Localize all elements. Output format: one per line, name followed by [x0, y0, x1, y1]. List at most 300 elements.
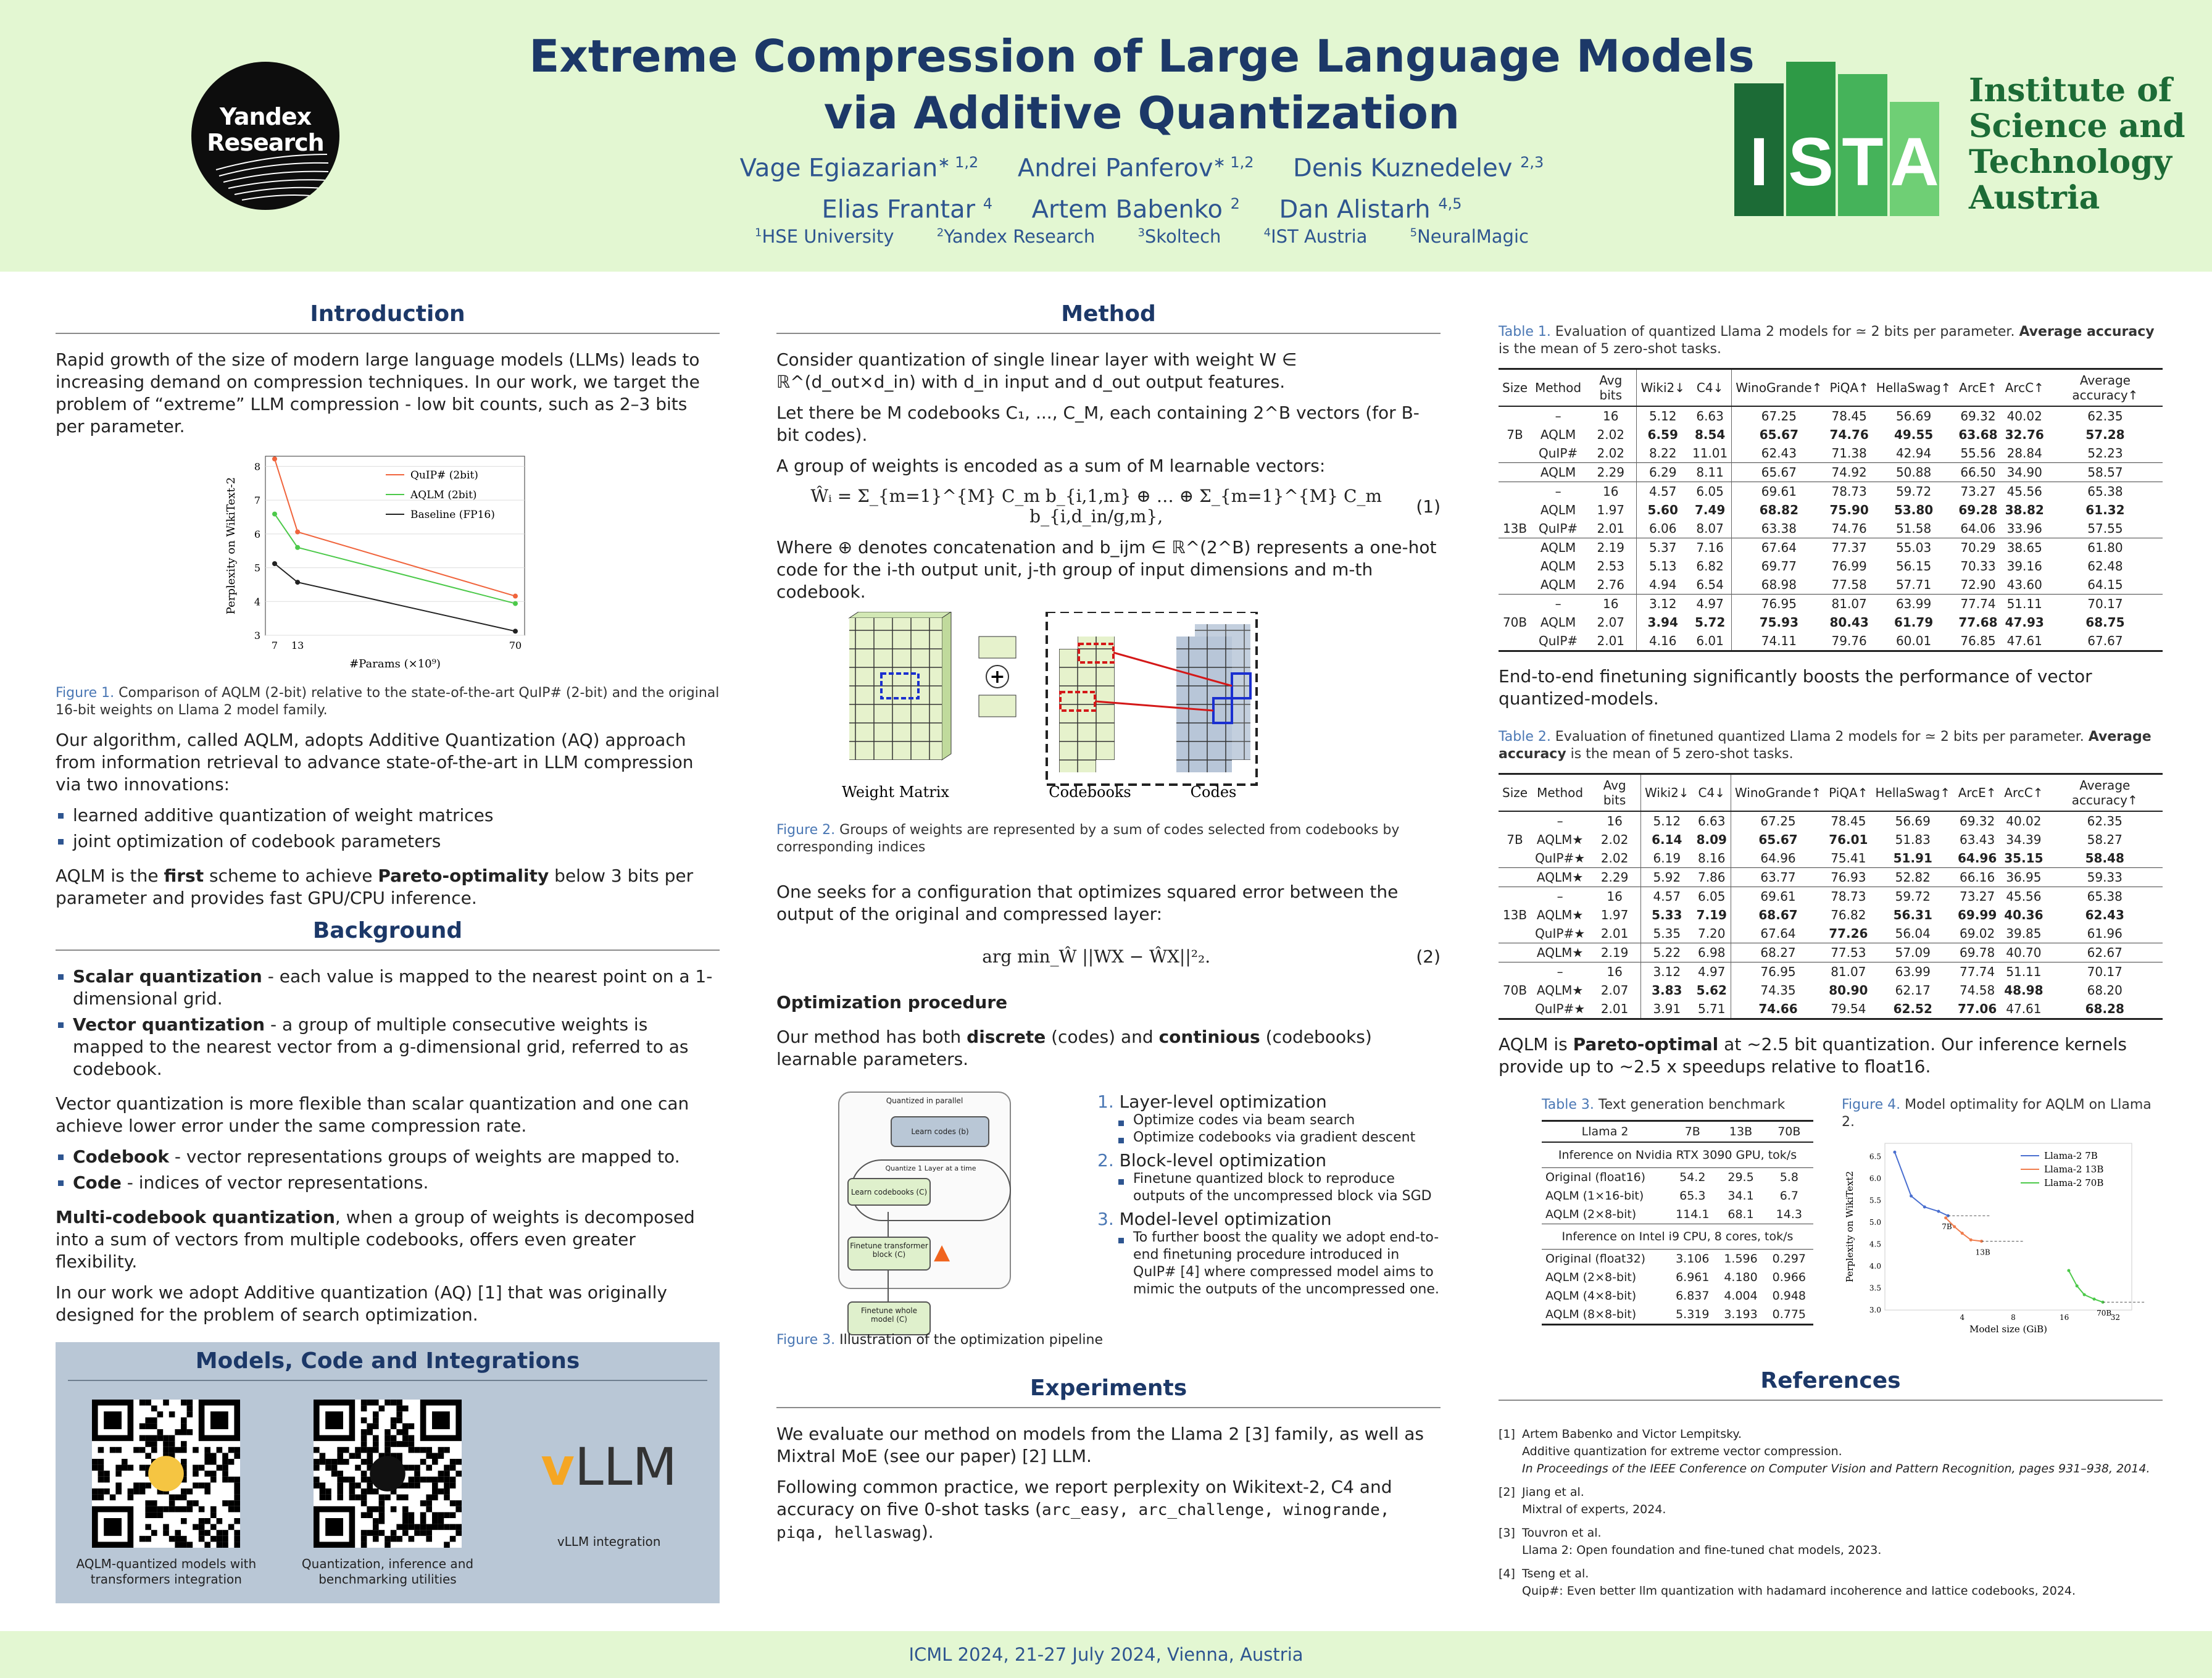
- table-cell: 8.16: [1697, 851, 1726, 866]
- ref-number: [3]: [1499, 1526, 1515, 1540]
- qr-module: [361, 1406, 367, 1412]
- qr-module: [235, 1506, 241, 1513]
- qr-module: [104, 1477, 110, 1483]
- table-cell: 64.96: [1731, 849, 1825, 868]
- column-header: Method: [1531, 774, 1589, 812]
- table-cell: 16: [1585, 482, 1637, 501]
- qr-module: [426, 1506, 432, 1513]
- qr-module: [223, 1453, 229, 1459]
- table-cell: 56.15: [1895, 559, 1932, 574]
- qr-code-icon[interactable]: [92, 1400, 240, 1548]
- affiliation-name: Skoltech: [1144, 226, 1221, 247]
- qr-module: [355, 1495, 361, 1501]
- qr-module: [355, 1465, 361, 1471]
- caption-text: Model optimality for AQLM on Llama 2.: [1842, 1097, 2152, 1130]
- qr-module: [379, 1500, 385, 1506]
- affiliation-sup: 4: [1263, 226, 1271, 240]
- column-header: WinoGrande↑: [1731, 774, 1825, 812]
- table-cell: 74.35: [1731, 981, 1825, 1000]
- svg-text:+: +: [989, 666, 1005, 688]
- table-cell: 5.12: [1637, 406, 1689, 425]
- poster-title: [469, 28, 1815, 141]
- table-cell: 8.22: [1637, 444, 1689, 463]
- finetuning-paragraph: End-to-end finetuning significantly boosts the performance of vector quantized-models.: [1499, 666, 2092, 709]
- size-cell: [1499, 538, 1531, 557]
- table-cell: 0.948: [1772, 1289, 1807, 1303]
- step: [1097, 1209, 1441, 1298]
- qr-module: [320, 1453, 326, 1459]
- table-cell: 68.82: [1732, 501, 1826, 519]
- table-cell: 75.90: [1829, 503, 1869, 517]
- qr-module: [337, 1482, 343, 1488]
- qr-module: [92, 1488, 98, 1495]
- size-cell: 7B: [1507, 427, 1523, 442]
- table-cell: 49.55: [1894, 427, 1934, 442]
- table-cell: 28.84: [2006, 446, 2042, 461]
- table-label: Table 2.: [1499, 729, 1551, 745]
- qr-module: [223, 1459, 229, 1465]
- qr-module: [409, 1423, 415, 1429]
- x-tick-label: 8: [2011, 1313, 2016, 1322]
- qr-module: [367, 1506, 373, 1513]
- table-cell: 79.76: [1826, 632, 1872, 651]
- right-column: [1499, 301, 2163, 1606]
- table-cell: 8.11: [1689, 463, 1732, 482]
- size-cell: [1499, 887, 1531, 906]
- table-cell: 6.961: [1676, 1271, 1710, 1284]
- table-cell: 81.07: [1826, 595, 1872, 614]
- qr-module: [337, 1488, 343, 1495]
- table-cell: 3.193: [1716, 1305, 1765, 1325]
- qr-module: [181, 1423, 187, 1429]
- qr-module: [164, 1441, 170, 1447]
- table-row: [1499, 811, 2163, 830]
- qr-module: [373, 1447, 379, 1453]
- list-item: Optimize codes via beam search: [1116, 1112, 1441, 1129]
- qr-module: [373, 1506, 379, 1513]
- table-cell: 36.95: [2000, 868, 2047, 887]
- list-item: Optimize codebooks via gradient descent: [1116, 1129, 1441, 1146]
- qr-module: [235, 1477, 241, 1483]
- qr-module: [235, 1495, 241, 1501]
- qr-module: [343, 1459, 349, 1465]
- qr-module: [426, 1495, 432, 1501]
- table-cell: 6.06: [1637, 519, 1689, 538]
- table-cell: 11.01: [1692, 446, 1728, 461]
- qr-module: [402, 1518, 409, 1524]
- table-cell: 65.38: [2048, 482, 2163, 501]
- table-row: [1499, 981, 2163, 1000]
- table-cell: 51.58: [1895, 521, 1932, 536]
- qr-module: [432, 1518, 438, 1524]
- method-paragraph: A group of weights is encoded as a sum of M learnable vectors:: [776, 456, 1326, 476]
- qr-module: [432, 1459, 438, 1465]
- figure-label: Figure 1.: [56, 685, 115, 701]
- text-bold: continious: [1158, 1027, 1260, 1047]
- qr-module: [420, 1524, 426, 1530]
- qr-module: [438, 1447, 444, 1453]
- size-cell: [1499, 868, 1531, 887]
- size-cell: 7B: [1507, 832, 1523, 847]
- qr-module: [181, 1542, 187, 1548]
- qr-module: [181, 1536, 187, 1542]
- table-cell: 63.99: [1873, 595, 1955, 614]
- table-cell: 77.37: [1826, 538, 1872, 557]
- text-span: AQLM is the: [56, 866, 164, 886]
- qr-module: [151, 1441, 157, 1447]
- table-cell: QuIP#: [1539, 446, 1578, 461]
- qr-module: [385, 1400, 391, 1406]
- yandex-research-logo: [191, 62, 339, 210]
- table-cell: Original (float16): [1545, 1171, 1646, 1184]
- qr-module: [402, 1482, 409, 1488]
- table-cell: 62.35: [2087, 409, 2123, 424]
- qr-module: [146, 1506, 152, 1513]
- table-cell: 38.65: [2002, 538, 2048, 557]
- vllm-logo[interactable]: [517, 1437, 702, 1497]
- qr-module: [164, 1524, 170, 1530]
- title-line-2: via Additive Quantization: [823, 87, 1460, 139]
- ref-number: [1]: [1499, 1427, 1515, 1441]
- text-bold: Scalar quantization: [73, 966, 262, 987]
- fig3-finetune-block: Finetune transformer block (C): [847, 1237, 931, 1271]
- table-cell: Original (float32): [1545, 1252, 1646, 1266]
- qr-module: [426, 1477, 432, 1483]
- table-cell: 56.69: [1895, 814, 1931, 829]
- qr-module: [320, 1482, 326, 1488]
- series-line: [1895, 1152, 1948, 1216]
- equation-number: (1): [1416, 496, 1441, 517]
- qr-module: [325, 1465, 331, 1471]
- column-header: ArcC↑: [2002, 369, 2048, 407]
- text-span: AQLM is: [1499, 1034, 1573, 1054]
- table-cell: 2.19: [1589, 943, 1640, 962]
- table-cell: 29.5: [1728, 1171, 1754, 1184]
- table-cell: 6.19: [1641, 849, 1693, 868]
- qr-module: [139, 1447, 146, 1453]
- qr-module: [444, 1447, 450, 1453]
- qr-module: [314, 1459, 320, 1465]
- table-cell: 77.53: [1825, 943, 1871, 962]
- size-cell: [1499, 463, 1531, 482]
- table-cell: 3.94: [1637, 613, 1689, 632]
- qr-module: [438, 1477, 444, 1483]
- qr-module: [146, 1417, 152, 1424]
- qr-module: [98, 1465, 104, 1471]
- pareto-paragraph: [1499, 1033, 2163, 1078]
- qr-module: [420, 1500, 426, 1506]
- table-cell: 64.15: [2087, 577, 2123, 592]
- qr-module: [373, 1530, 379, 1536]
- qr-module: [151, 1500, 157, 1506]
- qr-module: [164, 1447, 170, 1453]
- table-cell: 2.19: [1585, 538, 1637, 557]
- ista-letter: T: [1842, 124, 1884, 200]
- qr-module: [349, 1488, 356, 1495]
- table-cell: 68.67: [1731, 906, 1825, 924]
- qr-module: [98, 1477, 104, 1483]
- figure-1-caption: [56, 685, 720, 719]
- qr-module: [175, 1447, 181, 1453]
- list-item: [56, 1172, 720, 1194]
- qr-module: [409, 1536, 415, 1542]
- table-cell: 73.27: [1954, 887, 2000, 906]
- table-cell: 3.83: [1641, 981, 1693, 1000]
- qr-module: [426, 1465, 432, 1471]
- qr-module: [391, 1435, 397, 1442]
- table-cell: 68.20: [2087, 983, 2123, 998]
- table-cell: AQLM (2×8-bit): [1542, 1205, 1668, 1224]
- table-cell: 45.56: [2002, 482, 2048, 501]
- table-row: [1499, 501, 2163, 519]
- data-point: [513, 628, 518, 633]
- figure-1-chart: [222, 450, 543, 678]
- table-cell: 69.61: [1731, 887, 1825, 906]
- qr-module: [385, 1429, 391, 1435]
- y-tick-label: 5: [254, 562, 260, 574]
- table-cell: AQLM★: [1531, 868, 1589, 887]
- table-cell: 78.73: [1825, 887, 1871, 906]
- qr-module: [438, 1488, 444, 1495]
- table-cell: 63.38: [1732, 519, 1826, 538]
- qr-module: [157, 1435, 164, 1442]
- qr-module: [157, 1512, 164, 1518]
- qr-module: [235, 1542, 241, 1548]
- table-cell: 39.85: [2006, 926, 2042, 941]
- author-name: Vage Egiazarian: [739, 154, 938, 183]
- affiliation-name: HSE University: [762, 226, 894, 247]
- qr-finder: [104, 1411, 122, 1429]
- y-axis-label: Perplexity on WikiText2: [1844, 1171, 1855, 1283]
- table-cell: 5.37: [1637, 538, 1689, 557]
- qr-item[interactable]: [73, 1400, 259, 1587]
- table-cell: 77.26: [1829, 926, 1868, 941]
- qr-module: [438, 1471, 444, 1477]
- qr-module: [187, 1500, 193, 1506]
- table-cell: 4.004: [1724, 1289, 1758, 1303]
- qr-module: [379, 1495, 385, 1501]
- qr-module: [450, 1512, 456, 1518]
- table-cell: AQLM (2×8-bit): [1545, 1271, 1637, 1284]
- equation-number: (2): [1416, 946, 1441, 967]
- qr-module: [385, 1542, 391, 1548]
- table-cell: 43.60: [2006, 577, 2042, 592]
- table-cell: 77.74: [1955, 595, 2001, 614]
- table-cell: AQLM: [1540, 577, 1576, 592]
- models-title: Models, Code and Integrations: [68, 1348, 707, 1381]
- table-cell: 76.82: [1831, 908, 1866, 922]
- table-cell: QuIP#: [1531, 632, 1585, 651]
- data-point: [272, 456, 277, 461]
- qr-module: [373, 1524, 379, 1530]
- affiliation-name: NeuralMagic: [1417, 226, 1529, 247]
- qr-module: [331, 1459, 338, 1465]
- qr-module: [432, 1477, 438, 1483]
- author-sup: ∗ 1,2: [1213, 154, 1254, 171]
- qr-module: [367, 1400, 373, 1406]
- table-row: [1542, 1168, 1813, 1187]
- column-header: Wiki2↓: [1637, 369, 1689, 407]
- qr-module: [455, 1506, 462, 1513]
- qr-module: [98, 1488, 104, 1495]
- step-number: 1.: [1097, 1092, 1114, 1112]
- table-cell: 2.01: [1597, 521, 1625, 536]
- qr-module: [193, 1447, 199, 1453]
- figure-2-diagram: [800, 612, 1417, 816]
- qr-module: [402, 1524, 409, 1530]
- qr-module: [385, 1447, 391, 1453]
- x-tick-label: 70: [509, 640, 522, 651]
- table-cell: 78.45: [1831, 409, 1867, 424]
- qr-module: [217, 1518, 223, 1524]
- qr-module: [139, 1423, 146, 1429]
- y-tick-label: 3.0: [1869, 1306, 1881, 1314]
- yandex-logo-text: Yandex Research: [207, 103, 324, 156]
- qr-module: [151, 1417, 157, 1424]
- x-tick-label: 13: [291, 640, 304, 651]
- background-list: [56, 966, 720, 1080]
- table-cell: 56.04: [1895, 926, 1931, 941]
- qr-module: [391, 1417, 397, 1424]
- reference-item: [1499, 1425, 2163, 1477]
- qr-module: [455, 1471, 462, 1477]
- x-tick-label: 32: [2110, 1313, 2121, 1322]
- table-cell: 8.54: [1694, 427, 1726, 442]
- qr-module: [187, 1429, 193, 1435]
- table-cell: 68.28: [2047, 1000, 2163, 1019]
- column-header: Llama 2: [1542, 1121, 1668, 1143]
- table-cell: AQLM (4×8-bit): [1545, 1289, 1637, 1303]
- step-number: 3.: [1097, 1209, 1114, 1229]
- table-cell: AQLM: [1540, 615, 1576, 630]
- qr-module: [409, 1477, 415, 1483]
- qr-item[interactable]: [295, 1400, 480, 1587]
- table-cell: 5.92: [1641, 868, 1693, 887]
- column-header: PiQA↑: [1826, 369, 1872, 407]
- table-cell: 67.64: [1732, 538, 1826, 557]
- table-cell: 58.48: [2085, 851, 2124, 866]
- table-cell: 4.16: [1637, 632, 1689, 651]
- table-cell: 57.28: [2085, 427, 2125, 442]
- data-point: [272, 561, 277, 566]
- qr-module: [116, 1465, 122, 1471]
- qr-module: [373, 1400, 379, 1406]
- qr-module: [325, 1495, 331, 1501]
- annotation-label: 70B: [2097, 1309, 2112, 1318]
- qr-module: [187, 1506, 193, 1513]
- qr-module: [116, 1471, 122, 1477]
- table-cell: –: [1557, 814, 1563, 829]
- column-header: HellaSwag↑: [1872, 774, 1954, 812]
- table-cell: 65.67: [1731, 830, 1825, 849]
- data-point: [2083, 1293, 2086, 1296]
- qr-module: [426, 1447, 432, 1453]
- size-cell: 13B: [1502, 521, 1528, 536]
- x-tick-label: 4: [1960, 1313, 1965, 1322]
- table-cell: 76.95: [1732, 595, 1826, 614]
- table-cell: 50.88: [1873, 463, 1955, 482]
- github-icon: [370, 1456, 405, 1492]
- qr-module: [409, 1518, 415, 1524]
- table-cell: 0.297: [1772, 1252, 1807, 1266]
- ref-title: Llama 2: Open foundation and fine-tuned chat models, 2023.: [1522, 1543, 1882, 1557]
- table-cell: 4.97: [1689, 595, 1732, 614]
- table-cell: 16: [1607, 814, 1623, 829]
- qr-module: [128, 1495, 134, 1501]
- table-cell: 74.58: [1959, 983, 1995, 998]
- qr-module: [367, 1423, 373, 1429]
- table-cell: 80.43: [1829, 615, 1869, 630]
- author-list: [555, 144, 1728, 228]
- table-row: [1499, 887, 2163, 906]
- figure-label: Figure 2.: [776, 822, 836, 838]
- qr-module: [391, 1506, 397, 1513]
- qr-module: [361, 1459, 367, 1465]
- figure-4-caption: [1842, 1096, 2163, 1131]
- table-cell: 5.35: [1641, 924, 1693, 943]
- text-span: below 3 bits per parameter and provides fast GPU/CPU inference.: [56, 866, 694, 908]
- affiliation-sup: 1: [755, 226, 762, 240]
- table-cell: 68.27: [1731, 943, 1825, 962]
- qr-module: [337, 1453, 343, 1459]
- y-tick-label: 6: [254, 528, 260, 540]
- qr-module: [432, 1512, 438, 1518]
- optimization-title: Optimization procedure: [776, 992, 1008, 1012]
- qr-module: [373, 1417, 379, 1424]
- qr-module: [337, 1459, 343, 1465]
- table-cell: 6.59: [1637, 425, 1689, 444]
- data-point: [2093, 1298, 2096, 1301]
- qr-code-icon[interactable]: [314, 1400, 462, 1548]
- ista-institute-name: [1969, 73, 2203, 216]
- qr-module: [104, 1471, 110, 1477]
- vllm-item[interactable]: [517, 1400, 702, 1550]
- y-tick-label: 8: [254, 461, 260, 473]
- qr-module: [343, 1477, 349, 1483]
- qr-module: [193, 1465, 199, 1471]
- size-cell: [1499, 482, 1531, 501]
- qr-module: [325, 1459, 331, 1465]
- table-cell: 114.1: [1668, 1205, 1716, 1224]
- table-cell: AQLM: [1540, 559, 1576, 574]
- qr-module: [391, 1530, 397, 1536]
- table-cell: 67.25: [1731, 811, 1825, 830]
- affiliation-sup: 2: [936, 226, 944, 240]
- table-cell: AQLM: [1531, 463, 1585, 482]
- table-cell: AQLM (8×8-bit): [1542, 1305, 1668, 1325]
- table-row: [1542, 1287, 1813, 1305]
- qr-module: [426, 1453, 432, 1459]
- qr-module: [139, 1435, 146, 1442]
- table-cell: 5.8: [1779, 1171, 1798, 1184]
- table-cell: 2.29: [1585, 463, 1637, 482]
- data-point: [513, 601, 518, 606]
- author-sup: ∗ 1,2: [938, 154, 979, 171]
- qr-module: [128, 1465, 134, 1471]
- qr-module: [235, 1500, 241, 1506]
- ref-title: Mixtral of experts, 2024.: [1522, 1503, 1666, 1516]
- table-cell: 65.67: [1732, 425, 1826, 444]
- qr-module: [355, 1453, 361, 1459]
- table-cell: 2.53: [1597, 559, 1625, 574]
- qr-module: [146, 1441, 152, 1447]
- table-cell: 5.22: [1641, 943, 1693, 962]
- qr-module: [361, 1435, 367, 1442]
- text-bold: first: [164, 866, 204, 886]
- step-number: 2.: [1097, 1150, 1114, 1171]
- caption-bold: Average accuracy: [1499, 729, 2152, 762]
- table-cell: 6.14: [1641, 830, 1693, 849]
